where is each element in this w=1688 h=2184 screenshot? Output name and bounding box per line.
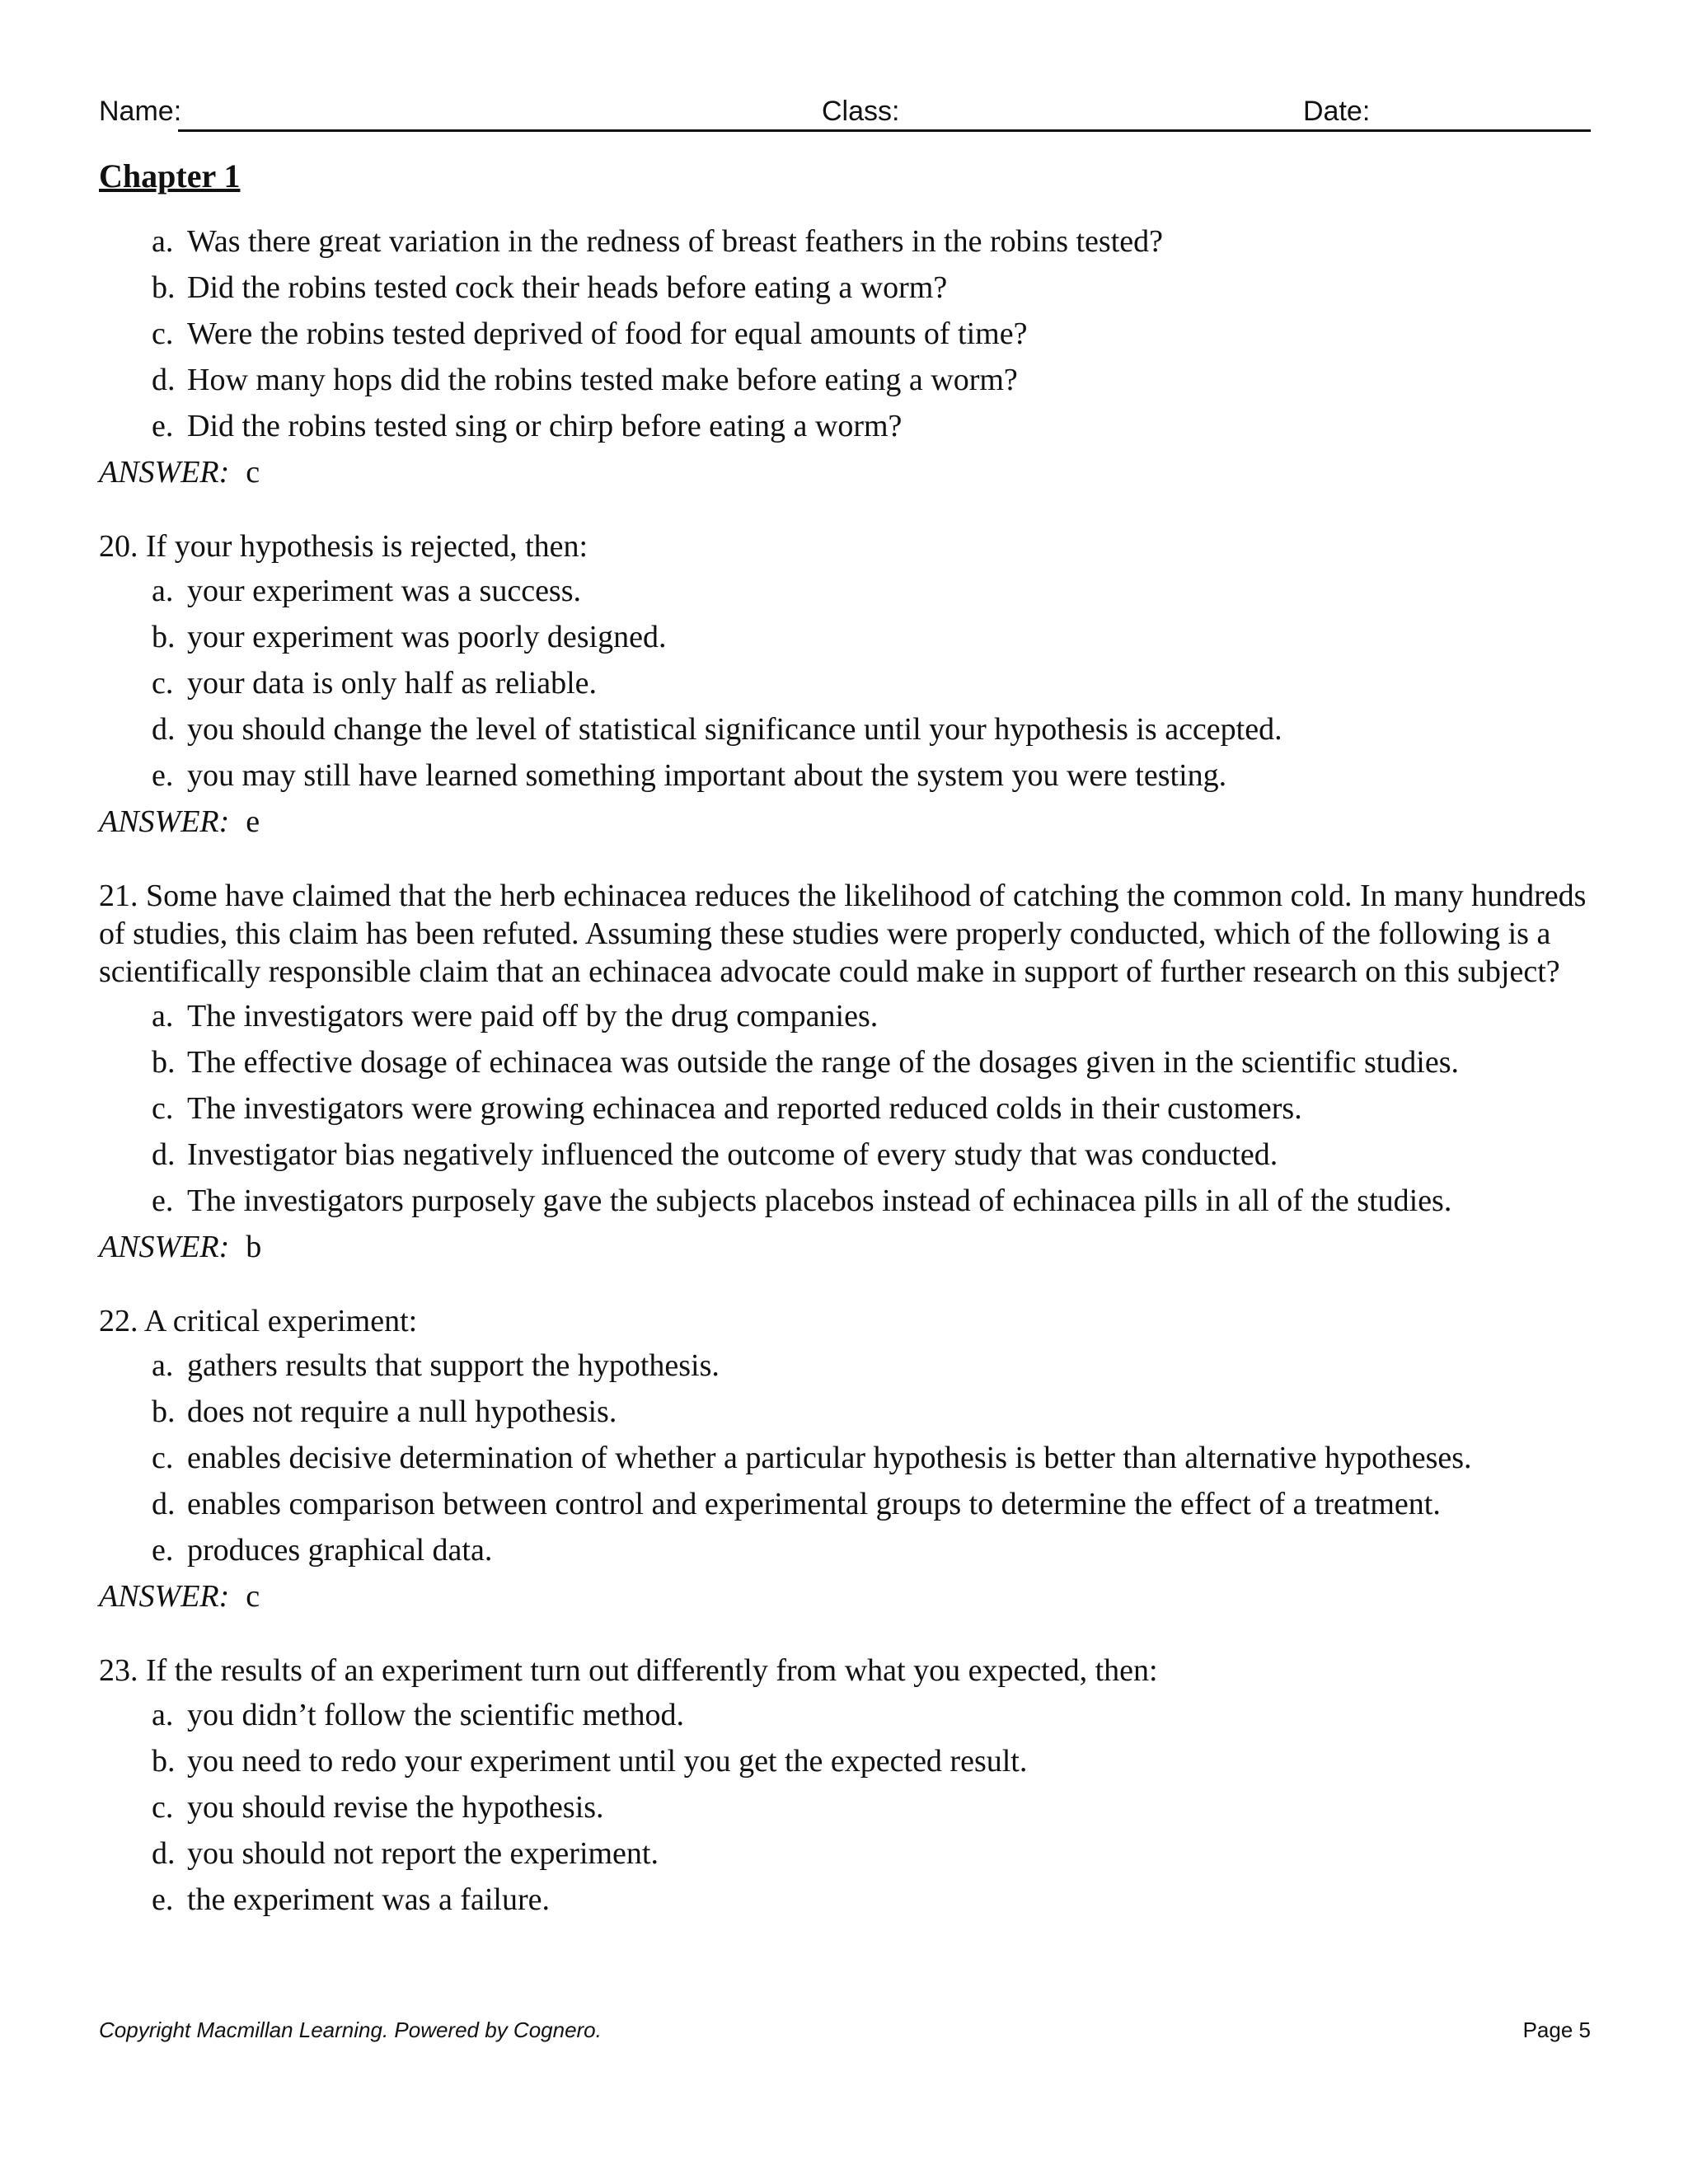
class-blank-line xyxy=(898,129,1393,132)
option-c xyxy=(99,1439,1591,1477)
answer-value: c xyxy=(246,455,260,490)
option-e xyxy=(99,407,1591,445)
student-info-header xyxy=(99,96,1591,137)
option-a xyxy=(99,997,1591,1035)
option-d xyxy=(99,1835,1591,1872)
option-letter: d. xyxy=(152,363,176,397)
option-text: the experiment was a failure. xyxy=(187,1882,550,1917)
question-stem: 23. If the results of an experiment turn out differently from what you expected, then: xyxy=(99,1653,1158,1688)
answer-line xyxy=(99,803,1591,841)
option-letter: a. xyxy=(152,224,174,259)
option-letter: d. xyxy=(152,1137,176,1172)
option-d xyxy=(99,1136,1591,1174)
option-c xyxy=(99,315,1591,353)
question-21 xyxy=(99,877,1591,1266)
question-stem: 20. If your hypothesis is rejected, then: xyxy=(99,529,588,564)
option-text: enables decisive determination of whether a particular hypothesis is better than alternative hypotheses. xyxy=(187,1441,1472,1475)
option-text: The investigators purposely gave the subjects placebos instead of echinacea pills in all of the studies. xyxy=(187,1183,1452,1218)
option-letter: c. xyxy=(152,1091,174,1126)
option-letter: a. xyxy=(152,1348,174,1383)
option-b xyxy=(99,1043,1591,1081)
option-letter: b. xyxy=(152,1394,176,1429)
option-e xyxy=(99,1531,1591,1569)
date-label: Date: xyxy=(1303,96,1371,127)
option-b xyxy=(99,618,1591,656)
answer-label: ANSWER: xyxy=(99,1579,230,1614)
option-text: your data is only half as reliable. xyxy=(187,666,598,701)
option-letter: d. xyxy=(152,1487,176,1521)
option-text: your experiment was poorly designed. xyxy=(187,620,667,654)
answer-line xyxy=(99,1577,1591,1615)
option-d xyxy=(99,1485,1591,1523)
option-letter: c. xyxy=(152,1441,174,1475)
option-text: enables comparison between control and experimental groups to determine the effect of a treatment. xyxy=(187,1487,1441,1521)
question-19 xyxy=(99,223,1591,491)
option-letter: e. xyxy=(152,758,174,793)
option-letter: e. xyxy=(152,1882,174,1917)
option-text: you may still have learned something important about the system you were testing. xyxy=(187,758,1227,793)
option-c xyxy=(99,664,1591,702)
option-letter: a. xyxy=(152,1698,174,1732)
option-d xyxy=(99,361,1591,399)
option-letter: e. xyxy=(152,1533,174,1568)
option-text: you should change the level of statistical significance until your hypothesis is accepted. xyxy=(187,712,1282,747)
answer-label: ANSWER: xyxy=(99,455,230,490)
option-text: Was there great variation in the redness of breast feathers in the robins tested? xyxy=(187,224,1163,259)
option-letter: a. xyxy=(152,574,174,608)
option-e xyxy=(99,1881,1591,1919)
option-letter: a. xyxy=(152,999,174,1033)
option-b xyxy=(99,1742,1591,1780)
option-e xyxy=(99,1182,1591,1220)
option-b xyxy=(99,1393,1591,1431)
question-list xyxy=(99,223,1591,1927)
option-text: The effective dosage of echinacea was outside the range of the dosages given in the scientific studies. xyxy=(187,1045,1460,1080)
option-c xyxy=(99,1788,1591,1826)
option-text: Were the robins tested deprived of food for equal amounts of time? xyxy=(187,316,1028,351)
option-letter: c. xyxy=(152,1790,174,1825)
option-d xyxy=(99,710,1591,748)
option-text: does not require a null hypothesis. xyxy=(187,1394,617,1429)
option-letter: e. xyxy=(152,409,174,443)
option-letter: b. xyxy=(152,1045,176,1080)
option-c xyxy=(99,1090,1591,1127)
option-text: Did the robins tested cock their heads before eating a worm? xyxy=(187,270,948,305)
name-blank-line xyxy=(178,129,913,132)
option-text: produces graphical data. xyxy=(187,1533,493,1568)
option-text: Investigator bias negatively influenced the outcome of every study that was conducted. xyxy=(187,1137,1278,1172)
option-text: gathers results that support the hypothesis. xyxy=(187,1348,720,1383)
question-22 xyxy=(99,1302,1591,1615)
page-footer xyxy=(99,2018,1591,2050)
option-letter: c. xyxy=(152,666,174,701)
answer-label: ANSWER: xyxy=(99,804,230,839)
copyright-notice: Copyright Macmillan Learning. Powered by Cognero. xyxy=(99,2018,602,2042)
answer-line xyxy=(99,1228,1591,1266)
option-letter: d. xyxy=(152,712,176,747)
option-text: your experiment was a success. xyxy=(187,574,582,608)
question-23 xyxy=(99,1652,1591,1919)
option-a xyxy=(99,1696,1591,1734)
option-a xyxy=(99,572,1591,610)
option-text: you didn’t follow the scientific method. xyxy=(187,1698,684,1732)
option-letter: b. xyxy=(152,270,176,305)
question-stem: 22. A critical experiment: xyxy=(99,1304,418,1338)
page-number: Page 5 xyxy=(1522,2018,1591,2042)
option-text: you should revise the hypothesis. xyxy=(187,1790,604,1825)
question-stem: 21. Some have claimed that the herb echinacea reduces the likelihood of catching the common cold. In many hundreds of studies, this claim has been refuted. Assuming these studies were properly conducted, which of the following is a scientifically responsible claim that an echinacea advocate could make in support of further research on this subject? xyxy=(99,879,1587,989)
class-label: Class: xyxy=(822,96,900,127)
option-text: Did the robins tested sing or chirp before eating a worm? xyxy=(187,409,903,443)
option-letter: b. xyxy=(152,1744,176,1779)
date-blank-line xyxy=(1364,129,1591,132)
answer-label: ANSWER: xyxy=(99,1230,230,1264)
option-text: The investigators were growing echinacea and reported reduced colds in their customers. xyxy=(187,1091,1302,1126)
option-text: you need to redo your experiment until you get the expected result. xyxy=(187,1744,1028,1779)
option-letter: d. xyxy=(152,1836,176,1871)
option-text: How many hops did the robins tested make before eating a worm? xyxy=(187,363,1018,397)
chapter-heading: Chapter 1 xyxy=(99,157,241,194)
option-letter: e. xyxy=(152,1183,174,1218)
option-a xyxy=(99,223,1591,260)
option-b xyxy=(99,269,1591,307)
option-text: The investigators were paid off by the drug companies. xyxy=(187,999,879,1033)
question-20 xyxy=(99,527,1591,841)
option-letter: b. xyxy=(152,620,176,654)
answer-value: b xyxy=(246,1230,262,1264)
answer-value: c xyxy=(246,1579,260,1614)
name-label: Name: xyxy=(99,96,182,127)
answer-value: e xyxy=(246,804,260,839)
option-a xyxy=(99,1347,1591,1385)
option-text: you should not report the experiment. xyxy=(187,1836,659,1871)
option-letter: c. xyxy=(152,316,174,351)
option-e xyxy=(99,757,1591,794)
answer-line xyxy=(99,453,1591,491)
